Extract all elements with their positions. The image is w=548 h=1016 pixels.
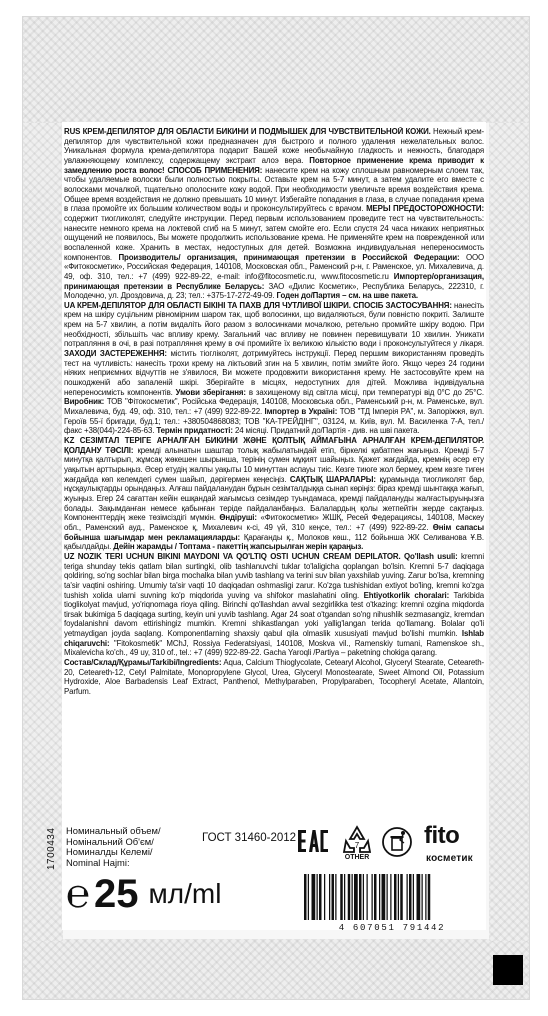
gost-standard: ГОСТ 31460-2012 <box>202 832 297 844</box>
barcode-bar <box>417 874 421 920</box>
barcode-bar <box>382 874 386 920</box>
nominal-volume-labels <box>66 826 186 868</box>
bottom-seal <box>23 939 529 999</box>
barcode-bar <box>425 874 426 920</box>
volume-label-kz: Номиналды Келемі/ <box>66 846 153 858</box>
barcode-bar <box>367 874 368 920</box>
barcode-bar <box>324 874 325 920</box>
tidyman-bin-icon <box>382 826 412 858</box>
ua-manufacturer: ТОВ "Фітокосметик", Російська Федерація, 140108, Московська обл., Раменський р-н, м. Раменське, вул. Михалевича, буд. 49, оф. 310, тел.: +7 (499) 922-89-22. <box>64 397 484 417</box>
composition-title: Состав/Склад/Құрамы/Tarkibi/Ingredients: <box>64 658 222 668</box>
barcode-bar <box>352 874 353 920</box>
rus-importer-title: Импортер/организация, принимающая претензии в Республике Беларусь: <box>64 271 484 291</box>
volume-label-uz: Nominal Hajmi: <box>66 856 130 868</box>
recycle-other-icon <box>340 824 374 860</box>
barcode-bar <box>335 874 336 920</box>
uz-usage-title: Qo'llash usuli: <box>403 551 458 561</box>
side-code-text: 1700434 <box>46 827 57 870</box>
kz-usage-title: ҚОЛДАНУ ТӘСІЛІ: <box>64 445 134 455</box>
rus-manufacturer: ООО «Фитокосметик», Российская Федерация, 140108, Московская обл., Раменский р-н, г. Раменское, ул. Михалевича, д. 49, оф. 310, тел.: +7 (499) 922-89-22, e-mail: info@fitocosmetic.ru, www.fitocosmetic.ru <box>64 252 484 281</box>
barcode-bar <box>332 874 335 920</box>
rus-caution: содержит тиогликолят, следуйте инструкции. Перед первым использованием проведите тест на чувствительность: нанесите немного крема на локтевой сгиб на 5 минут, затем смойте его. Если спустя 24 часа никаких неприятных ощущений не появилось, Вы можете продолжить использование крема. Не применяйте крем на поврежденной или воспаленной коже. Хранить в местах, недоступных для детей. Возможна индивидуальная непереносимость компонентов. <box>64 213 484 262</box>
kz-manufacturer-title: Өндіруші: <box>219 513 257 523</box>
kz-expiry: Дейін жарамды / Топтама - пакеттің жапсырылған жерін қараңыз. <box>113 542 364 552</box>
barcode-bar <box>407 874 408 920</box>
rus-expiry: Годен до/Партия – см. на шве пакета. <box>276 291 418 301</box>
side-code <box>46 790 58 870</box>
rus-importer: ЗАО «Дилис Косметик», Республика Беларусь, 222310, г. Молодечно, ул. Дроздовича, д. 23; тел.: +375-17-272-49-09. <box>64 281 484 301</box>
barcode-bar <box>390 874 391 920</box>
barcode <box>300 874 484 920</box>
barcode-bar <box>319 874 322 920</box>
kz-caution: құрамында тиогликолят бар, нұсқаулықтарды орындаңыз. Алғаш пайдаланудан бұрын сезімталдыққа сынап көріңіз: біраз кремді шынтаққа жағып, жуыңыз. Егер 24 сағаттан кейін ешқандай жағымсыз сезімдер туындамаса, кремді пайдалануды жалғастыруыңызға болады. Зақымданған немесе қабынған теріде пайдаланбаңыз. Балалардың қолы жетпейтін жерде сақтаңыз. Компоненттердің жеке төзімсіздігі мүмкін. <box>64 474 484 523</box>
ua-expiry: 24 місяці. Придатний до/Партія - див. на шві пакета. <box>234 426 420 436</box>
ua-importer: ТОВ "ТД Імперія РА", м. Запоріжжя, вул. Героїв 55-ї бригади, буд.1; тел.: +380504868083; ТОВ "КА-ТРЕЙДІНГ", 03124, м. Київ, вул. М. Василенка 7-А, тел./факс +38(044)-224-85-63. <box>64 407 484 436</box>
barcode-bar <box>394 874 397 920</box>
uz-manufacturer: "Fitokosmetik" MChJ, Rossiya Federatsiyasi, 140108, Moskva vil., Ramenskiy tumani, Ramenskoe sh., Mixalevicha ko'ch., 49 uy, 310 of., tel.: +7 (499) 922-89-22. Gacha Yaroqli /Partiya – paketning chokiga qarang. <box>64 638 484 658</box>
barcode-bar <box>348 874 351 920</box>
ua-storage: в захищеному від світла місці, при температурі від 0°С до 25°С. <box>248 387 484 397</box>
estimated-sign-icon: ℮ <box>66 872 91 916</box>
barcode-bar <box>344 874 345 920</box>
rus-repeat: Повторное применение крема приводит к замедлению роста волос! <box>64 155 484 175</box>
barcode-bar <box>398 874 399 920</box>
ua-expiry-title: Термін придатності: <box>156 426 233 436</box>
rus-caution-title: МЕРЫ ПРЕДОСТОРОЖНОСТИ: <box>366 204 484 214</box>
brand-sub: косметик <box>426 853 473 864</box>
kz-claims: Қарағанды қ., Молоков көш., 112 бойынша ЖК Селиванова Ұ.В. қабылдайды. <box>64 532 484 552</box>
rus-manufacturer-title: Производитель/ организация, принимающая претензии в Российской Федерации: <box>118 252 460 262</box>
ua-storage-title: Умови зберігання: <box>175 387 246 397</box>
volume-number: 25 <box>94 872 139 916</box>
ua-title: UA КРЕМ-ДЕПІЛЯТОР ДЛЯ ОБЛАСТІ БІКІНІ ТА ПАХВ ДЛЯ ЧУТЛИВОЇ ШКІРИ. <box>64 300 351 310</box>
ua-manufacturer-title: Виробник: <box>64 397 105 407</box>
rus-usage: нанесите крем на кожу сплошным равномерным слоем так, чтобы удаляемые волоски были полностью покрыты. Оставьте крем на 5-7 минут, а затем удалите его вместе с волосками мочалкой, тщательно ополосните кожу водой. При необходимости увеличьте время воздействия крема. Общее время воздействия не должно превышать 10 минут. Избегайте попадания в глаза, в случае попадания крема в глаза промойте их большим количеством воды и проконсультируйтесь с врачом. <box>64 165 484 214</box>
uz-title: UZ NOZIK TERI UCHUN BIKINI MAYDONI VA QO'LTIQ OSTI UCHUN CREAM DEPILATOR. <box>64 551 401 561</box>
rus-usage-title: СПОСОБ ПРИМЕНЕНИЯ: <box>167 165 263 175</box>
top-seal <box>23 17 529 123</box>
rus-title: RUS КРЕМ-ДЕПИЛЯТОР ДЛЯ ОБЛАСТИ БИКИНИ И ПОДМЫШЕК ДЛЯ ЧУВСТВИТЕЛЬНОЙ КОЖИ. <box>64 127 431 136</box>
barcode-bar <box>400 874 403 920</box>
brand-name: fito <box>424 822 460 849</box>
rus-intro: Нежный крем-депилятор для чувствительной кожи предназначен для быстрого и полного удаления нежелательных волос. Уникальная формула крема-депилятора подарит Вашей коже необычайную гладкость и нежность, благодаря увлажняющему комплексу, содержащему экстракт алоэ вера. <box>64 127 484 165</box>
uz-manufacturer-title: Ishlab chiqaruvchi: <box>64 629 484 648</box>
barcode-bar <box>363 874 364 920</box>
volume-label-ua: Номінальний Об'єм/ <box>66 835 154 847</box>
barcode-bar <box>372 874 373 920</box>
ua-usage: нанесіть крем на шкіру суцільним рівномірним шаром так, щоб волосинки, що видаляються, були повністю покриті. Залиште крем на 5-7 хвилин, а потім видаліть його разом з волосинками мочалкою, ретельно промийте шкіру водою. При необхідності, збільшіть час впливу крему. Загальний час впливу не повинен перевищувати 10 хвилин. Уникати потрапляння в очі, в разі потрапляння крему в очі промийте їх великою кількістю води і проконсультуйтеся у лікаря. <box>64 300 484 349</box>
ua-usage-title: СПОСІБ ЗАСТОСУВАННЯ: <box>352 300 452 310</box>
uz-caution: Tarkibida tioglikolyat mavjud, yo'riqnomaga rioya qiling. Birinchi qo'llashdan avval sezgirlikka test o'tkazing: kremni ozgina miqdorda tirsak bukimiga 5 daqiqaga surting, keyin uni yuvib tashlang. Agar 24 soat o'tgandan so'ng nihushlik sezmasangiz, kremdan foydalanishni davom ettirishingiz mumkin. Kremni shikastlangan yoki yallig'langan terida qo'llamang. Bolalar qo'li yetmaydigan joyda saqlang. Komponentlarning shaxsiy qabul qila olmaslik xususiyati mavjud bo'lishi mumkin. <box>64 590 484 639</box>
barcode-bar <box>359 874 362 920</box>
registration-mark <box>493 955 523 985</box>
barcode-bar <box>317 874 318 920</box>
recycle-other-label: OTHER <box>344 854 370 860</box>
volume-unit: мл/ml <box>148 878 222 909</box>
uz-usage: kremni teriga shunday tekis qatlam bilan surtingki, olib tashlanuvchi tuklar to'laligicha qoplangan bo'lsin. Kremni 5-7 daqiqaga qoldiring, so'ng sochlar bilan birga mochalka bilan yuvib tashlang va terini suv bilan yaxshilab yuving. Zarur bo'lsa, kremning ta'sir vaqtini oshiring. Umumiy ta'sir vaqti 10 daqiqadan oshmasligi zarur. Ko'zga tushishidan extiyot bo'ling, kremni ko'zga tushish xolida ularni suvning ko'p miqdorida yuving va shifokor maslahatini oling. <box>64 551 484 600</box>
barcode-bar <box>409 874 412 920</box>
barcode-bar <box>387 874 388 920</box>
kz-title: KZ СЕЗІМТАЛ ТЕРІГЕ АРНАЛҒАН БИКИНИ ЖӘНЕ ҚОЛТЫҚ АЙМАҒЫНА АРНАЛҒАН КРЕМ-ДЕПИЛЯТОР. <box>64 436 484 445</box>
brand-logo <box>424 822 488 872</box>
barcode-bar <box>428 874 431 920</box>
barcode-bar <box>340 874 343 920</box>
uz-caution-title: Ehtiyotkorlik choralari: <box>363 590 450 600</box>
barcode-bar <box>354 874 358 920</box>
barcode-number: 4 607051 791442 <box>338 923 446 933</box>
ua-caution: містить тіогліколят, дотримуйтесь інструкції. Перед першим використанням проведіть тест на чутливість: нанесіть трохи крему на ліктьовий згин на 5 хвилин, потім змийте його. Якщо через 24 години ніяких неприємних відчуттів не з'явилося, Ви можете продовжити використання крему. Не застосовуйте крем на пошкодженій або запаленій шкірі. Зберігайте в місцях, недоступних для дітей. Можлива індивідуальна непереносимість компонентів. <box>64 349 484 397</box>
ua-caution-title: ЗАХОДИ ЗАСТЕРЕЖЕННЯ: <box>64 349 167 359</box>
volume-label-ru: Номинальный объем/ <box>66 825 161 836</box>
composition: Aqua, Calcium Thioglycolate, Cetearyl Alcohol, Glyceryl Stearate, Ceteareth-20, Ceteareth-12, Cetyl Palmitate, Monopropylene Glycol, Urea, Glyceryl Monostearate, Sweet Almond Oil, Potassium Hydroxide, Aloe Barbadensis Leaf Extract, Panthenol, Methylparaben, Propylparaben, Tocopheryl Acetate, Allantoin, Parfum. <box>64 658 484 697</box>
kz-usage: кремді алынатын шаштар толық жабылатындай етіп, біркелкі қабатпен жағыңыз. Кремді 5-7 минутқа қалтырып, жұмсақ жөкешен шырынша, терінің сумен мұқият шайыңыз. Қажет жағдайда, кремнің әсер ету уақытын арттырыңыз. Әсер етудің жалпы уақыты 10 минуттан аспауы тиіс. Көзге тиюге жол бермеу, крем көзге тиген жағдайда көп келемдегі сумен шайып, дәрігермен кеңесіңіз. <box>64 445 484 484</box>
right-seal <box>489 123 529 941</box>
barcode-bar <box>304 874 307 920</box>
ua-importer-title: Імпортер в Україні: <box>264 407 338 417</box>
barcode-bar <box>312 874 316 920</box>
kz-manufacturer: «Фитокосметик» ЖШҚ, Ресей Федерациясы, 140108, Мәскеу обл., Раменский ауд., Раменское қ, Михалевич к-сі, 49 үй, 310 кеңсе, тел.: +7 (499) 922-89-22. <box>64 513 484 532</box>
barcode-bar <box>422 874 423 920</box>
barcode-bar <box>413 874 414 920</box>
eac-icon <box>296 826 330 856</box>
barcode-bar <box>308 874 309 920</box>
kz-caution-title: САҚТЫҚ ШАРАЛАРЫ: <box>289 474 376 484</box>
instructions-text <box>64 127 484 775</box>
barcode-bar <box>374 874 377 920</box>
volume-display <box>66 874 221 914</box>
barcode-bar <box>379 874 380 920</box>
barcode-bar <box>329 874 330 920</box>
recycle-number: 7 <box>354 841 360 850</box>
kz-claims-title: Өнім сапасы бойынша шағымдар мен рекламацияларды: <box>64 522 484 542</box>
